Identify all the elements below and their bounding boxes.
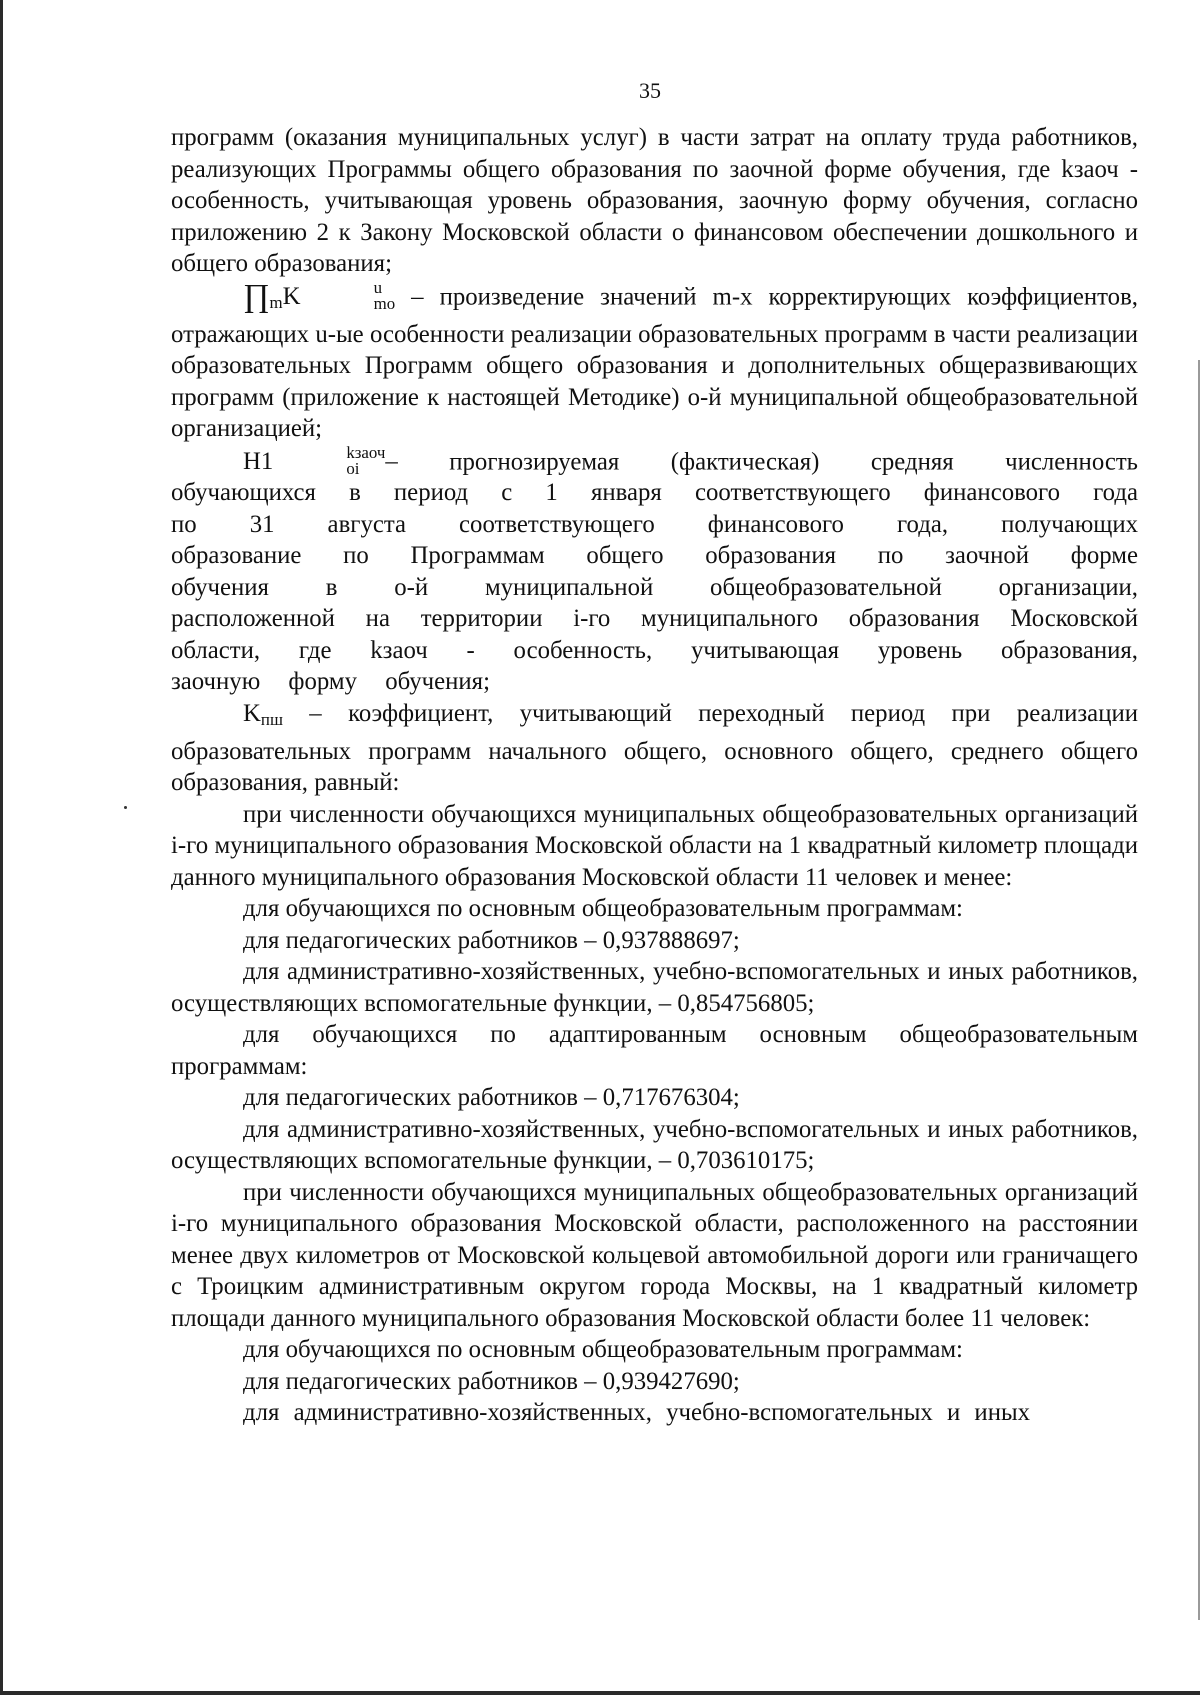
- scan-edge-left: [0, 0, 3, 1695]
- paragraph-3: H1 kзаоч oi – прогнозируемая (фактическая) средняя численность обучающихся в период с 1 января соответствующего финансового года по 31 августа соответствующего финансового года, получающих образование по Программам общего образования по заочной форме обучения в о-й муниципальной общеобразовательной организации, расположенной на территории i-го муниципального образования Московской области, где kзаоч - особенность, учитывающая уровень образования, заочную форму обучения;: [171, 442, 1138, 696]
- paragraph-12: при численности обучающихся муниципальных общеобразовательных организаций i-го муниципального образования Московской области, расположенного на расстоянии менее двух километров от Московской кольцевой автомобильной дороги или граничащего с Троицким административным округом города Москвы, на 1 квадратный километр площади данного муниципального образования Московской области более 11 человек:: [171, 1178, 1138, 1332]
- h1-formula: H1 kзаоч oi –: [243, 442, 398, 478]
- paragraph-13: для обучающихся по основным общеобразовательным программам:: [243, 1336, 963, 1363]
- paragraph-11: для административно-хозяйственных, учебно-вспомогательных и иных работников, осуществляющих вспомогательные функции, – 0,703610175;: [171, 1115, 1138, 1174]
- paragraph-2: ∏mK u mo – произведение значений m-x корректирующих коэффициентов, отражающих u-ые особенности реализации образовательных программ в части реализации образовательных Программ общего образования и дополнительных общеразвивающих программ (приложение к настоящей Методике) о-й муниципальной общеобразовательной организацией;: [171, 276, 1138, 442]
- page-number: 35: [639, 78, 661, 103]
- paragraph-8: для административно-хозяйственных, учебно-вспомогательных и иных работников, осуществляющих вспомогательные функции, – 0,854756805;: [171, 958, 1138, 1017]
- paragraph-5: при численности обучающихся муниципальных общеобразовательных организаций i-го муниципального образования Московской области на 1 квадратный километр площади данного муниципального образования Московской области 11 человек и менее:: [171, 800, 1138, 891]
- paragraph-9: для обучающихся по адаптированным основным общеобразовательным программам:: [171, 1021, 1138, 1080]
- scan-edge-bottom: [0, 1691, 1200, 1695]
- paragraph-10: для педагогических работников – 0,717676304;: [243, 1084, 740, 1111]
- scan-speck: [124, 806, 127, 809]
- kpsh-formula: Kпш: [243, 699, 283, 729]
- paragraph-1: программ (оказания муниципальных услуг) в части затрат на оплату труда работников, реализующих Программы общего образования по заочной форме обучения, где kзаоч - особенность, учитывающая уровень образования, заочную форму обучения, согласно приложению 2 к Закону Московской области о финансовом обеспечении дошкольного и общего образования;: [171, 124, 1138, 277]
- document-body: [171, 122, 1138, 1429]
- paragraph-6: для обучающихся по основным общеобразовательным программам:: [243, 895, 963, 922]
- paragraph-7: для педагогических работников – 0,937888697;: [243, 926, 740, 954]
- paragraph-4: Kпш – коэффициент, учитывающий переходный период при реализации образовательных программ начального общего, основного общего, среднего общего образования, равный:: [171, 699, 1138, 796]
- paragraph-15: для административно-хозяйственных, учебно-вспомогательных и иных: [243, 1399, 1031, 1426]
- product-formula: ∏mK u mo: [243, 276, 396, 313]
- paragraph-14: для педагогических работников – 0,939427690;: [243, 1367, 740, 1395]
